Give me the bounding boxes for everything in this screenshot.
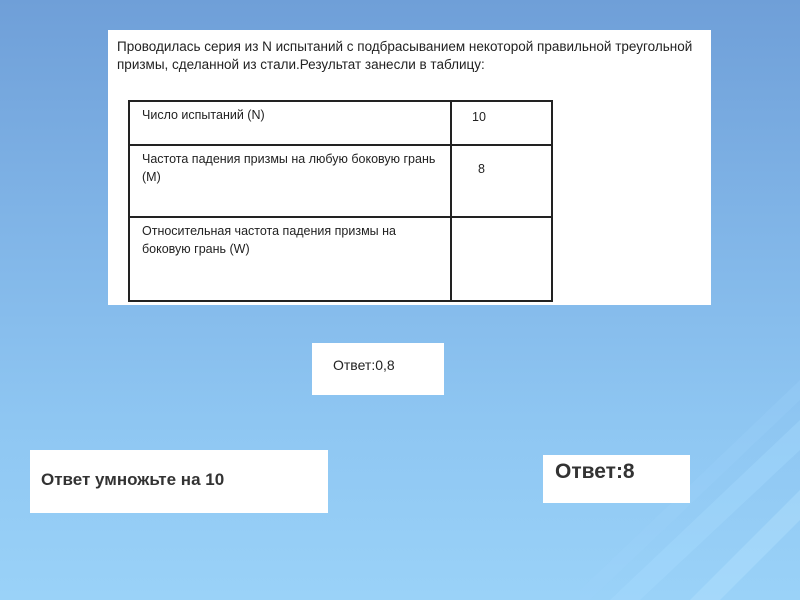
table-row (129, 101, 552, 145)
row-label-frequency: Частота падения призмы на любую боковую грань (М) (129, 145, 451, 217)
hint-box (30, 450, 328, 513)
row-value-trials: 10 (451, 101, 552, 145)
row-label-trials: Число испытаний (N) (129, 101, 451, 145)
problem-statement: Проводилась серия из N испытаний с подбрасыванием некоторой правильной треугольной призмы, сделанной из стали.Результат занесли в таблицу: (117, 39, 693, 72)
hint-text: Ответ умножьте на 10 (41, 470, 225, 489)
results-table (128, 100, 553, 302)
row-label-relative-frequency: Относительная частота падения призмы на боковую грань (W) (129, 217, 451, 301)
row-value-relative-frequency (451, 217, 552, 301)
table-row (129, 145, 552, 217)
answer-box-final (543, 455, 690, 503)
answer-final-text: Ответ:8 (555, 460, 635, 483)
problem-card (108, 30, 711, 305)
answer-box-small (312, 343, 444, 395)
table-row (129, 217, 552, 301)
answer-small-text: Ответ:0,8 (333, 357, 395, 373)
row-value-frequency: 8 (451, 145, 552, 217)
